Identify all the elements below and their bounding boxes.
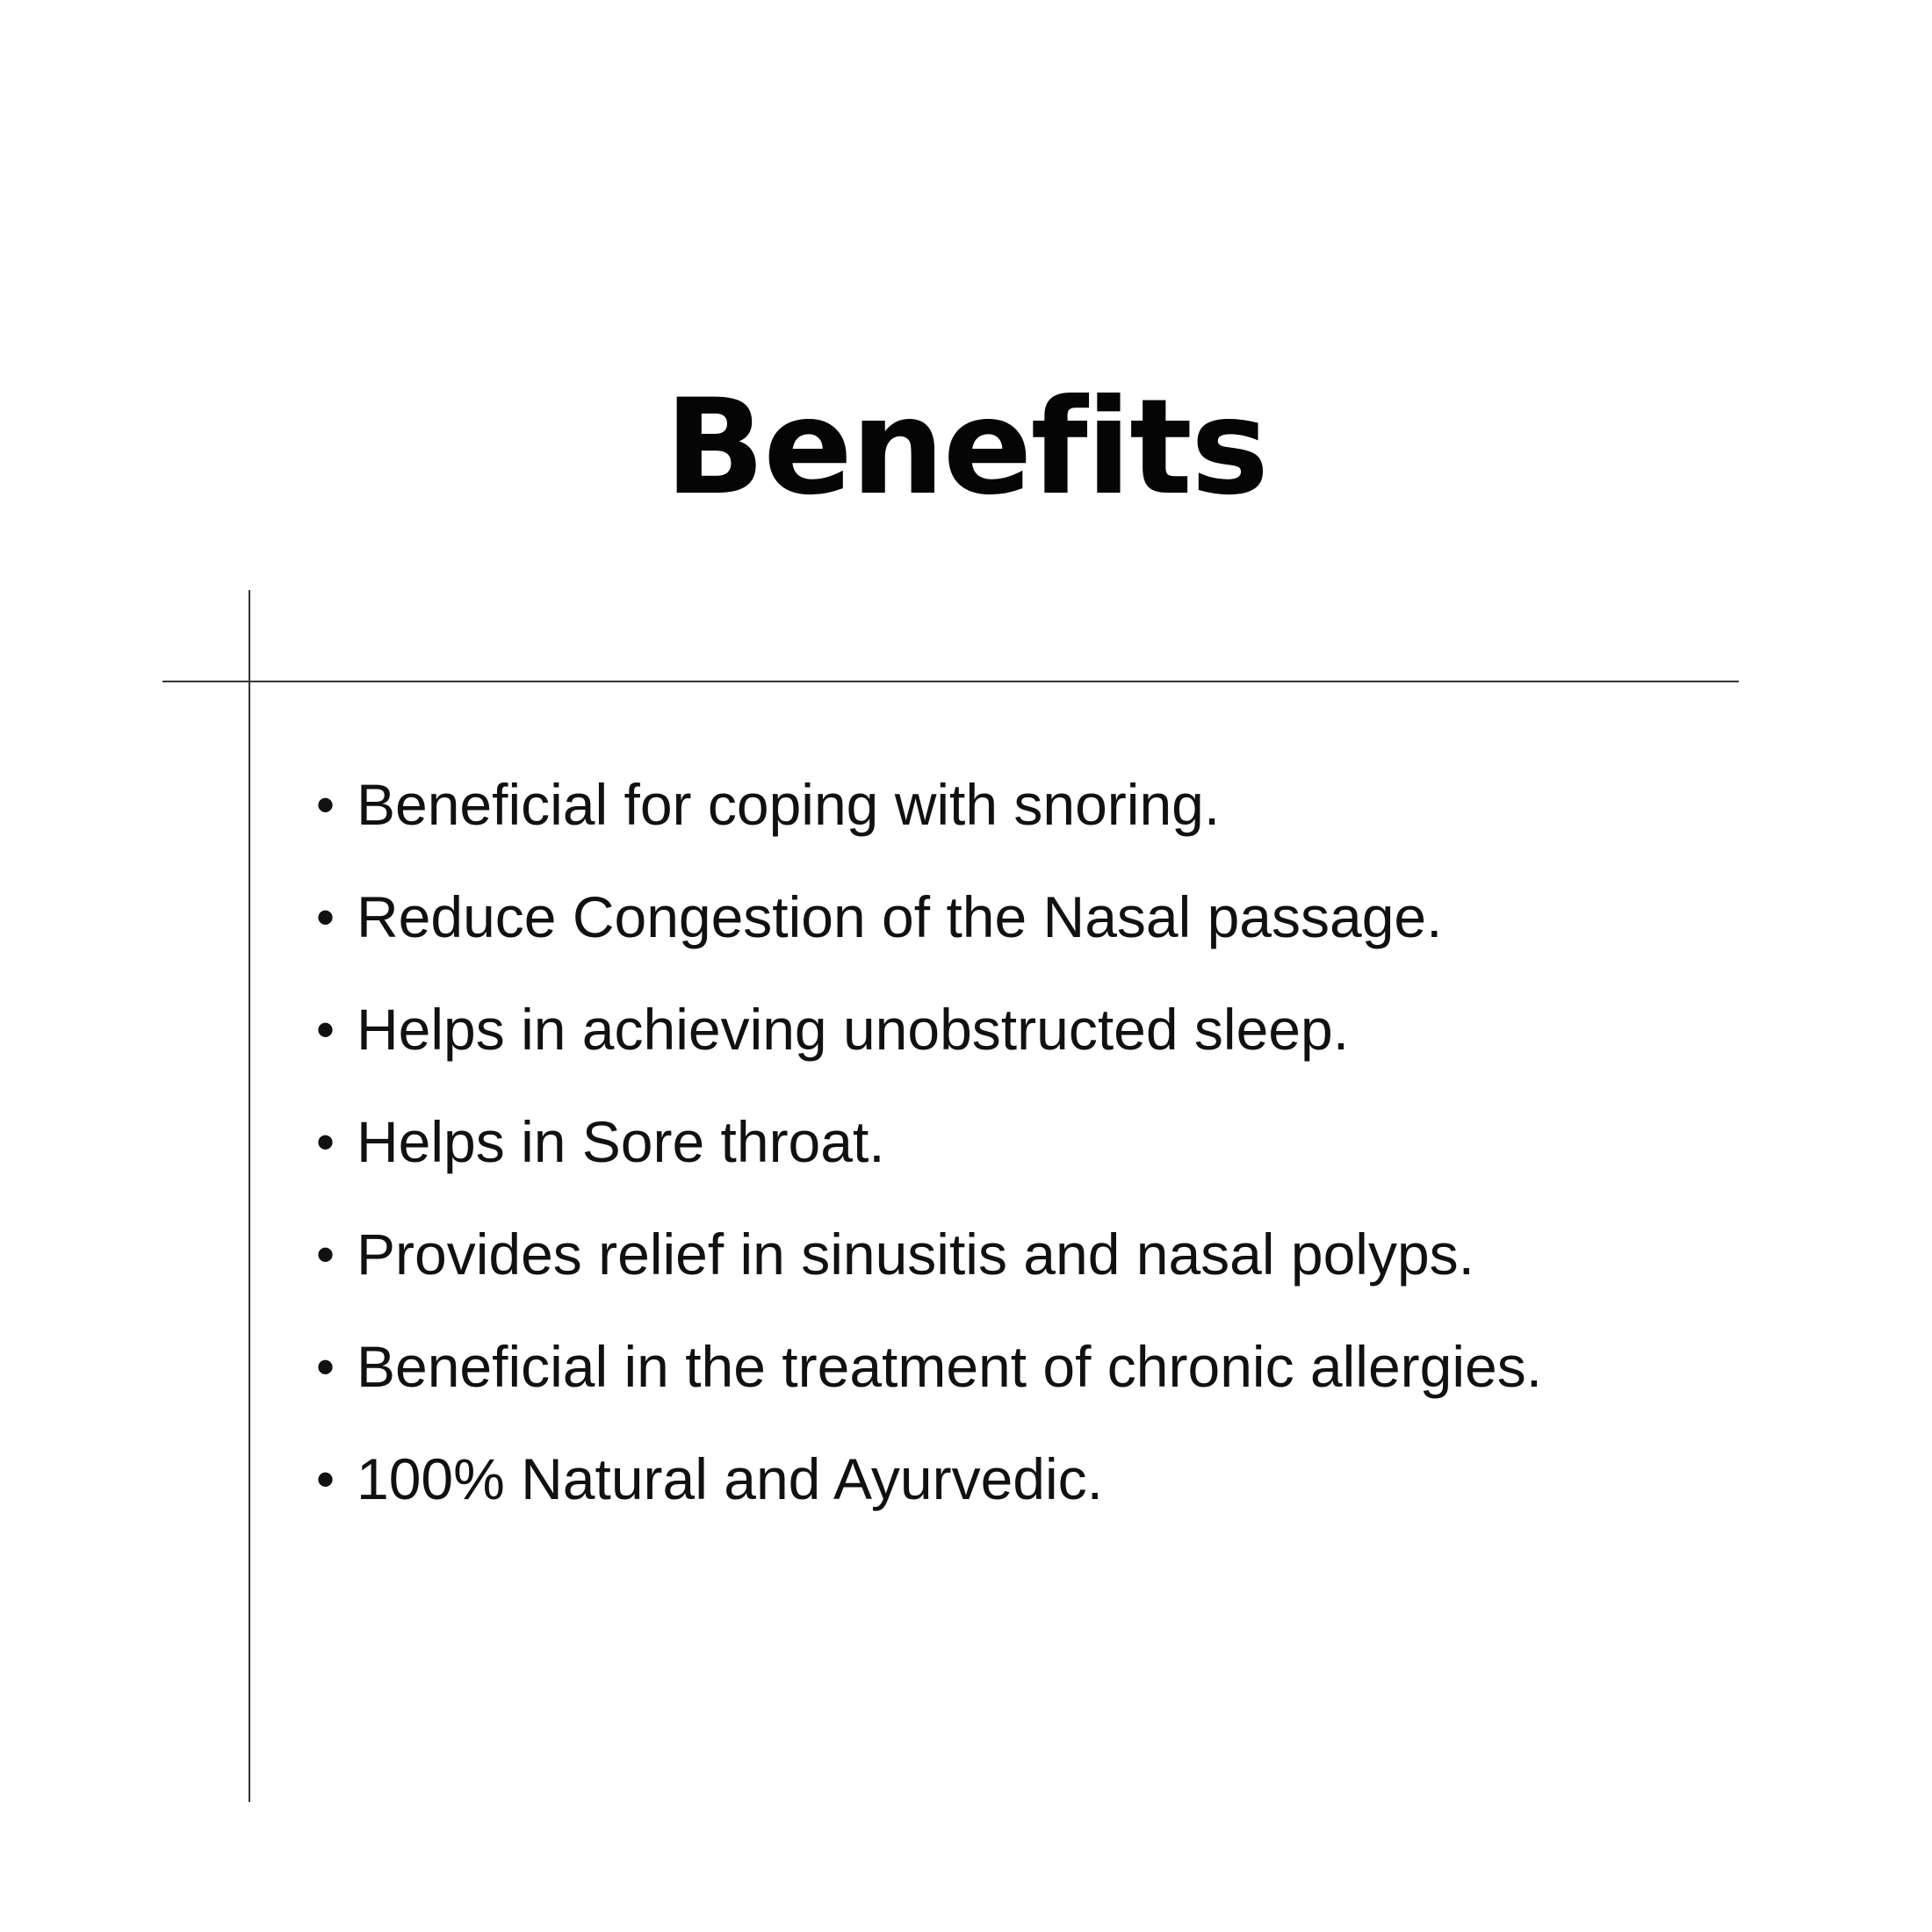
- horizontal-divider: [162, 681, 1739, 682]
- benefit-text: Provides relief in sinusitis and nasal polyps.: [357, 1222, 1474, 1287]
- bullet-icon: •: [316, 887, 335, 947]
- bullet-icon: •: [316, 1449, 335, 1509]
- list-item: [316, 1310, 1756, 1423]
- vertical-divider: [249, 590, 250, 1802]
- list-item: [316, 1085, 1756, 1198]
- benefit-text: 100% Natural and Ayurvedic.: [357, 1446, 1103, 1511]
- list-item: [316, 1423, 1756, 1535]
- list-item: [316, 861, 1756, 973]
- benefits-list: [316, 748, 1756, 1535]
- bullet-icon: •: [316, 1112, 335, 1171]
- bullet-icon: •: [316, 1337, 335, 1396]
- bullet-icon: •: [316, 999, 335, 1059]
- bullet-icon: •: [316, 775, 335, 834]
- list-item: [316, 1198, 1756, 1310]
- benefit-text: Beneficial for coping with snoring.: [357, 772, 1221, 837]
- benefit-text: Reduce Congestion of the Nasal passage.: [357, 884, 1443, 949]
- page-title: Benefits: [664, 371, 1268, 524]
- benefit-text: Helps in achieving unobstructed sleep.: [357, 997, 1350, 1062]
- benefit-text: Helps in Sore throat.: [357, 1109, 885, 1174]
- list-item: [316, 973, 1756, 1085]
- list-item: [316, 748, 1756, 861]
- bullet-icon: •: [316, 1224, 335, 1284]
- benefit-text: Beneficial in the treatment of chronic allergies.: [357, 1334, 1543, 1399]
